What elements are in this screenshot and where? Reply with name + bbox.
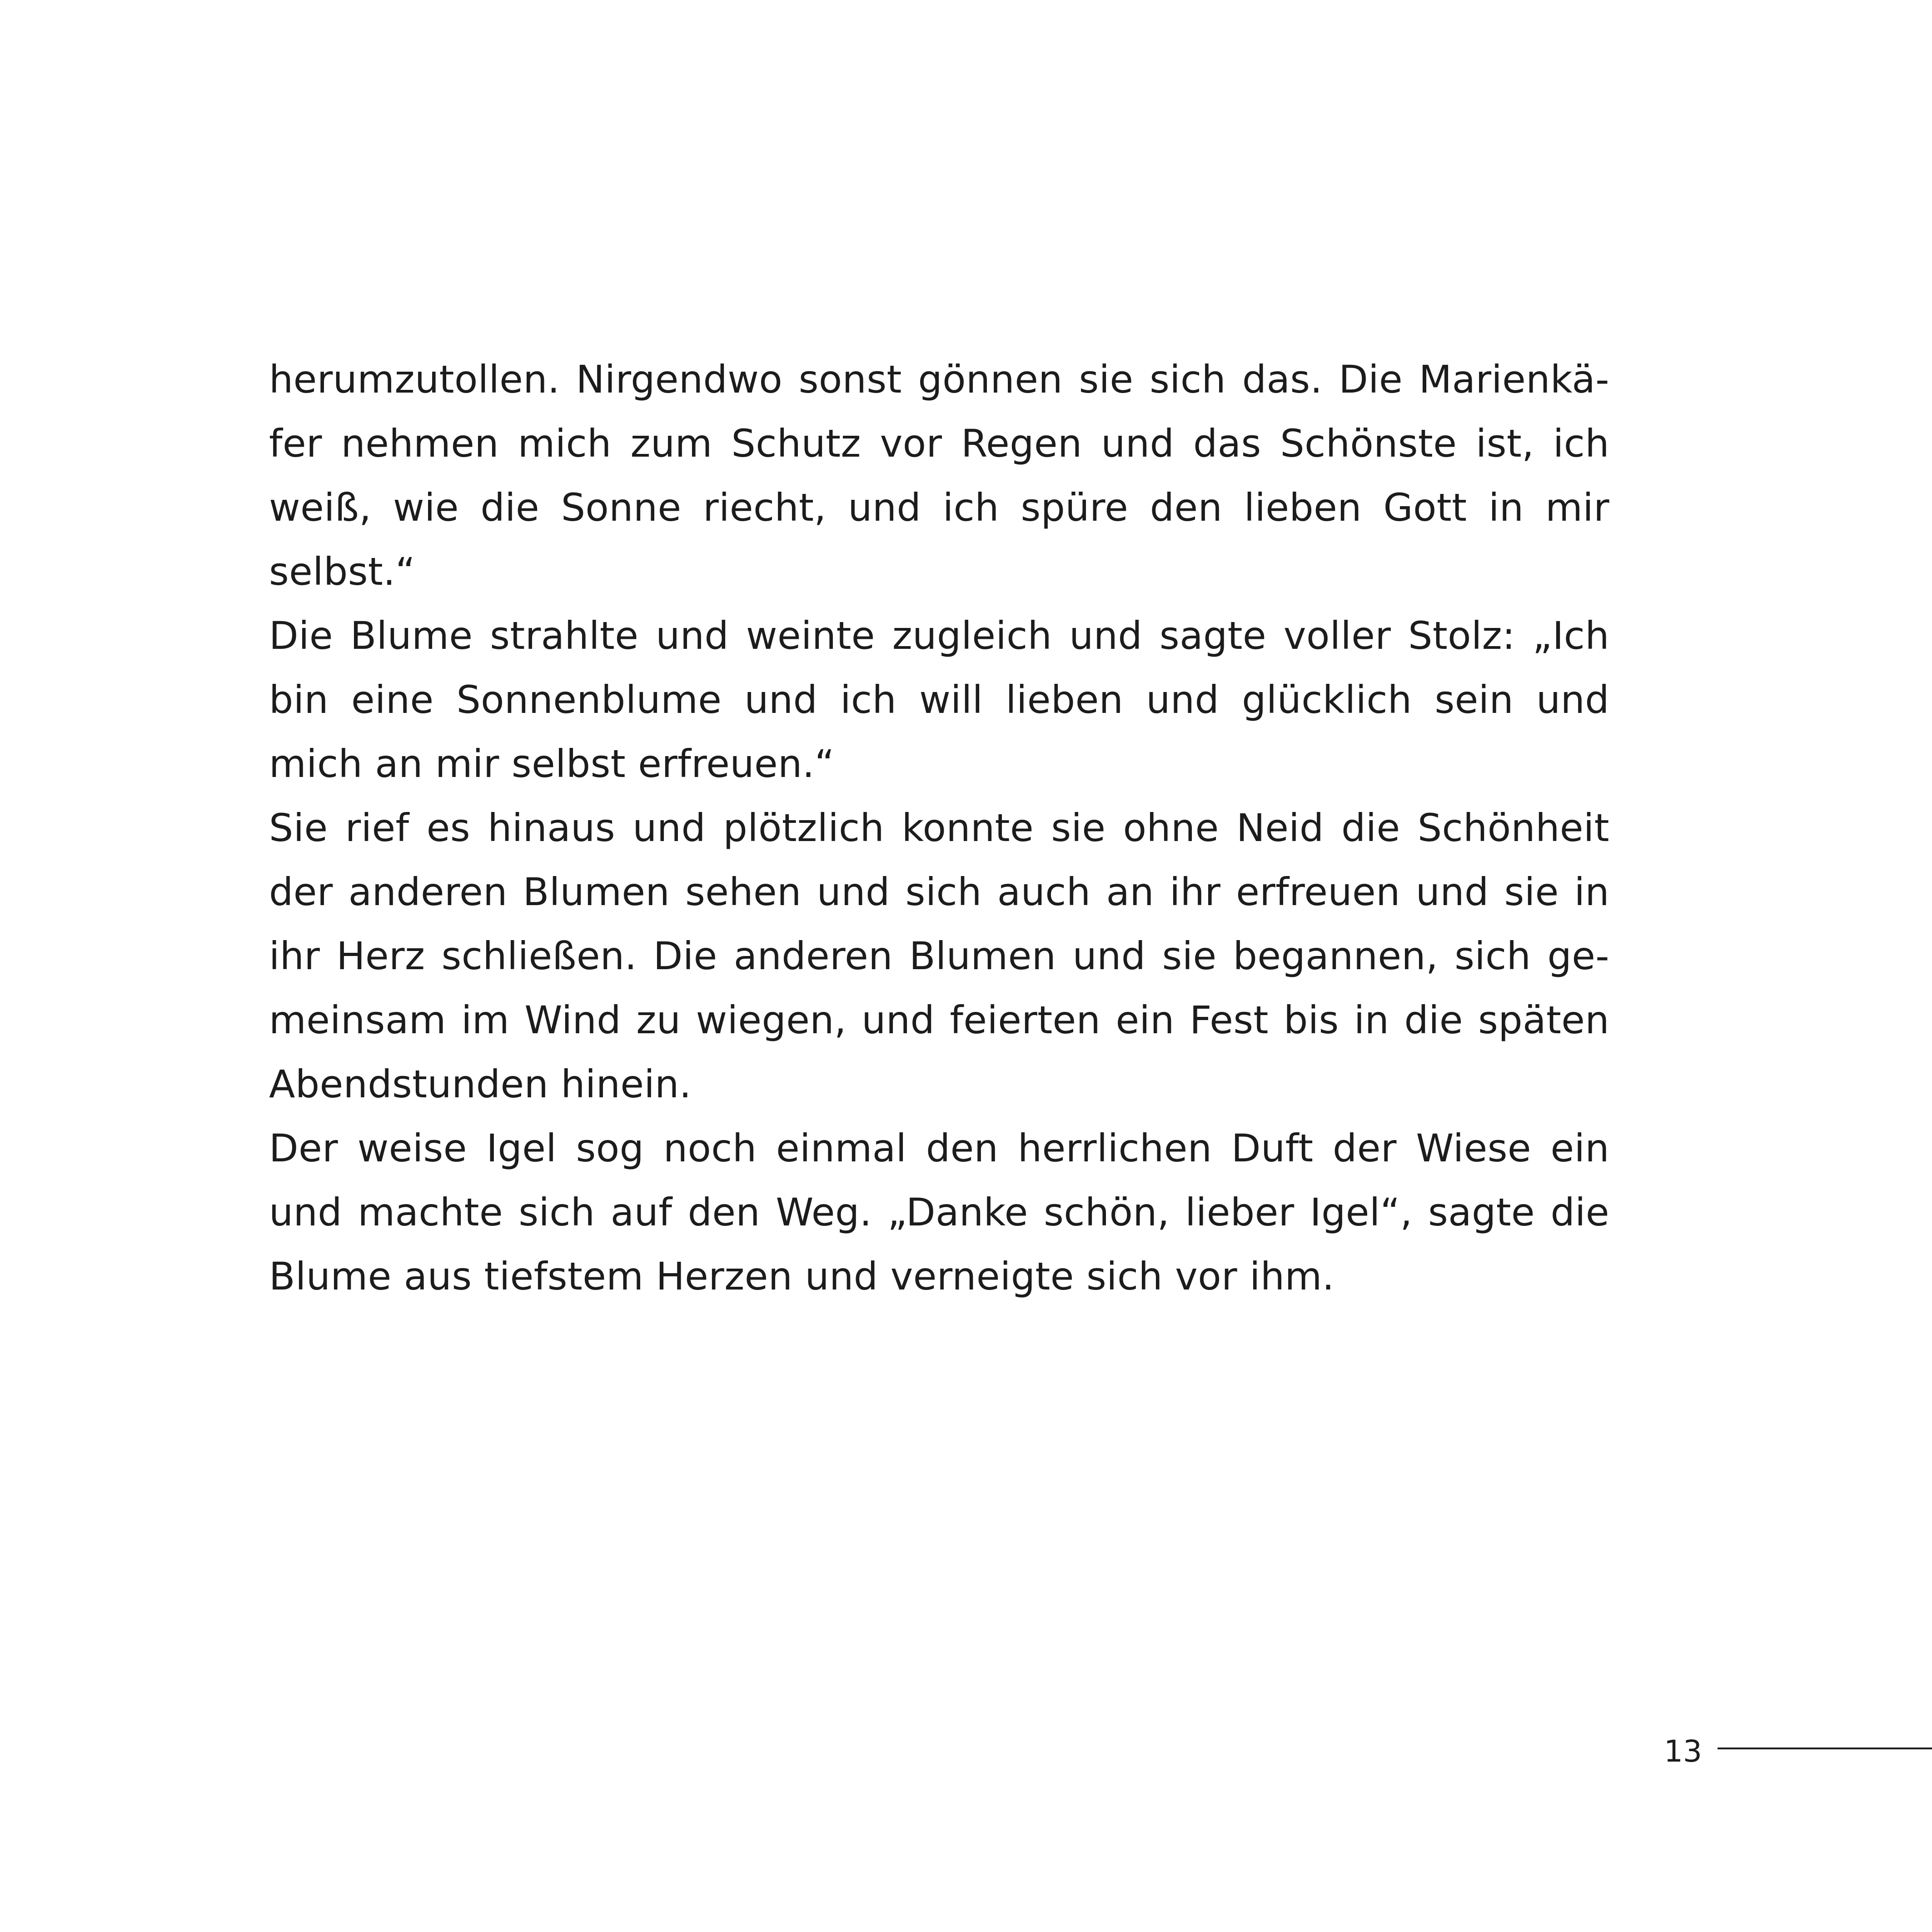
text-line: der anderen Blumen sehen und sich auch an ihr erfreuen und sie in	[269, 870, 1609, 914]
text-line: und machte sich auf den Weg. „Danke schön, lieber Igel“, sagte die	[269, 1190, 1609, 1235]
text-line: Der weise Igel sog noch einmal den herrlichen Duft der Wiese ein	[269, 1126, 1609, 1170]
text-line: selbst.“	[269, 549, 416, 594]
text-line: meinsam im Wind zu wiegen, und feierten ein Fest bis in die späten	[269, 998, 1609, 1042]
text-line: weiß, wie die Sonne riecht, und ich spüre den lieben Gott in mir	[269, 485, 1609, 530]
text-line: fer nehmen mich zum Schutz vor Regen und das Schönste ist, ich	[269, 421, 1609, 466]
text-line: Sie rief es hinaus und plötzlich konnte sie ohne Neid die Schönheit	[269, 806, 1609, 850]
text-line: ihr Herz schließen. Die anderen Blumen und sie begannen, sich ge-	[269, 934, 1609, 978]
text-line: Abendstunden hinein.	[269, 1062, 692, 1106]
page-number: 13	[1664, 1734, 1702, 1769]
page-number-rule	[1718, 1748, 1932, 1749]
text-line: Die Blume strahlte und weinte zugleich und sagte voller Stolz: „Ich	[269, 613, 1609, 658]
text-line: bin eine Sonnenblume und ich will lieben und glücklich sein und	[269, 677, 1609, 722]
story-text-block	[269, 348, 1609, 1309]
text-line: Blume aus tiefstem Herzen und verneigte sich vor ihm.	[269, 1254, 1334, 1299]
text-line: mich an mir selbst erfreuen.“	[269, 742, 835, 786]
text-line: herumzutollen. Nirgendwo sonst gönnen sie sich das. Die Marienkä-	[269, 357, 1609, 402]
